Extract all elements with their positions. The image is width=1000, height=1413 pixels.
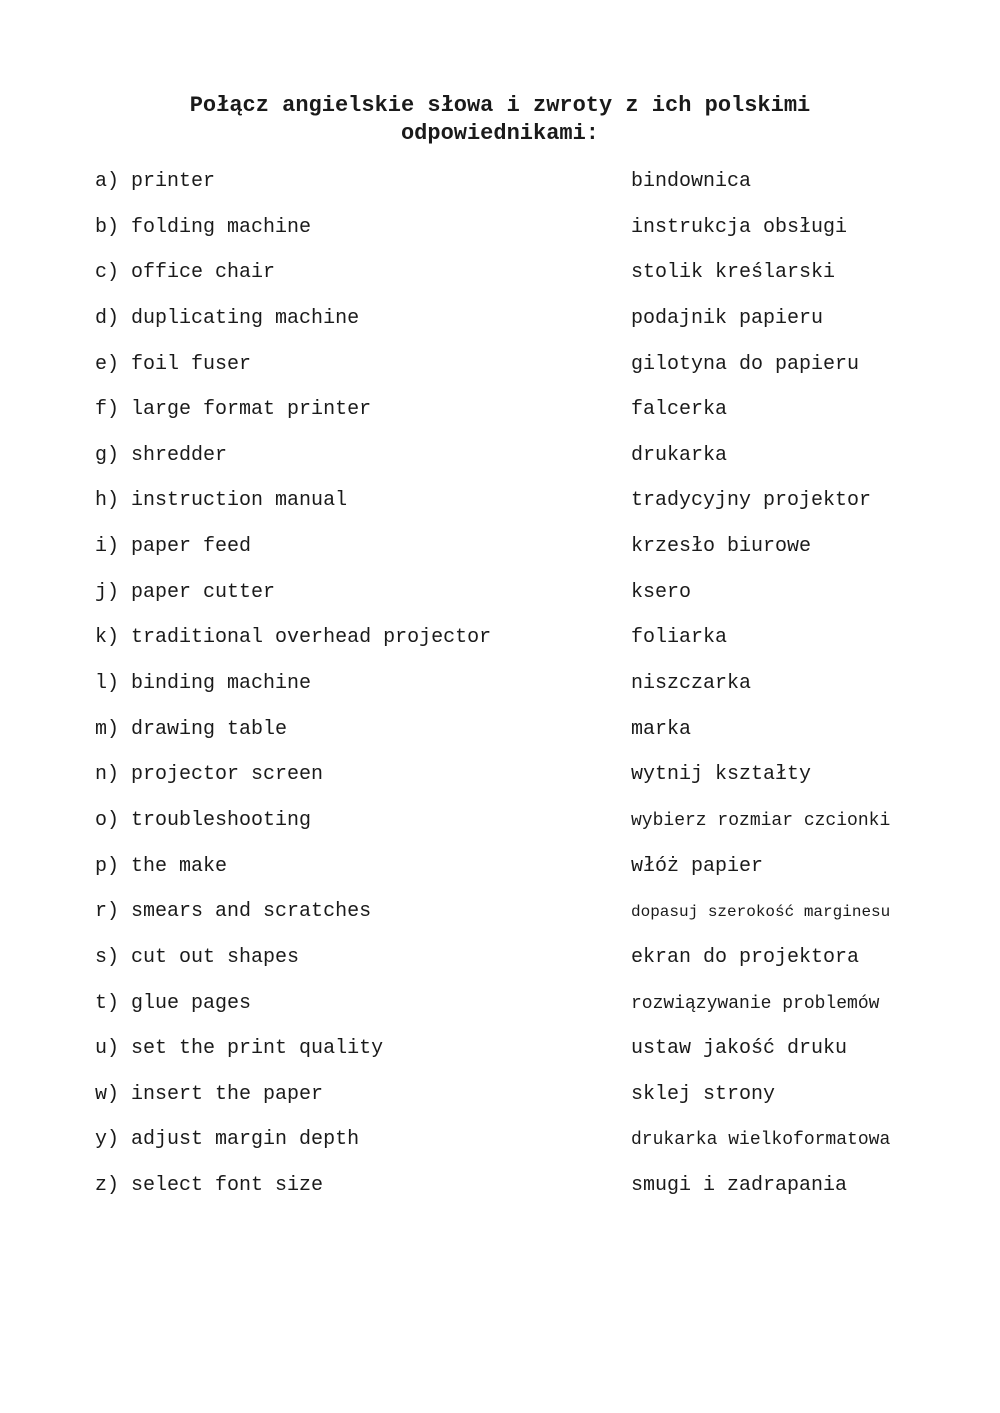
list-item xyxy=(95,533,955,579)
polish-term: wytnij kształty xyxy=(631,763,812,787)
english-word: large format printer xyxy=(131,398,372,422)
list-item xyxy=(95,944,955,990)
english-term xyxy=(95,1035,383,1063)
item-letter: o) xyxy=(95,808,120,832)
english-word: troubleshooting xyxy=(131,808,312,832)
english-word: adjust margin depth xyxy=(131,1128,360,1152)
english-term xyxy=(95,214,311,242)
item-letter: t) xyxy=(95,991,120,1015)
polish-term: bindownica xyxy=(631,170,752,193)
list-item xyxy=(95,168,955,214)
english-term xyxy=(95,898,371,926)
polish-term: sklej strony xyxy=(631,1082,776,1106)
english-term xyxy=(95,487,347,515)
polish-term: instrukcja obsługi xyxy=(631,215,848,239)
list-item xyxy=(95,579,955,625)
polish-term: rozwiązywanie problemów xyxy=(631,993,880,1014)
item-letter: u) xyxy=(95,1037,120,1061)
page-title: Połącz angielskie słowa i zwroty z ich polskimi odpowiednikami: xyxy=(189,93,811,146)
english-word: paper cutter xyxy=(131,580,276,604)
english-word: duplicating machine xyxy=(131,306,360,330)
polish-term: krzesło biurowe xyxy=(631,535,812,559)
polish-term: drukarka wielkoformatowa xyxy=(631,1130,891,1151)
list-item xyxy=(95,305,955,351)
polish-term: drukarka xyxy=(631,443,728,467)
english-word: traditional overhead projector xyxy=(131,626,492,650)
item-letter: k) xyxy=(95,626,120,650)
item-letter: r) xyxy=(95,900,120,924)
english-term xyxy=(95,853,227,881)
list-item xyxy=(95,1172,955,1218)
english-term xyxy=(95,305,359,333)
polish-term: stolik kreślarski xyxy=(631,261,836,285)
polish-term: marka xyxy=(631,717,692,741)
english-word: printer xyxy=(131,170,216,193)
polish-term: ksero xyxy=(631,580,692,604)
english-term xyxy=(95,624,491,652)
item-letter: c) xyxy=(95,261,120,285)
english-term xyxy=(95,1126,359,1154)
polish-term: smugi i zadrapania xyxy=(631,1174,848,1198)
list-item xyxy=(95,1035,955,1081)
polish-term: ekran do projektora xyxy=(631,945,860,969)
english-word: set the print quality xyxy=(131,1037,384,1061)
english-term xyxy=(95,351,251,379)
item-letter: y) xyxy=(95,1128,120,1152)
item-letter: g) xyxy=(95,443,120,467)
list-item xyxy=(95,670,955,716)
english-word: office chair xyxy=(131,261,276,285)
english-term xyxy=(95,716,287,744)
english-word: glue pages xyxy=(131,991,252,1015)
polish-term: podajnik papieru xyxy=(631,306,824,330)
english-term xyxy=(95,533,251,561)
english-word: foil fuser xyxy=(131,352,252,376)
list-item xyxy=(95,990,955,1036)
english-term xyxy=(95,944,299,972)
polish-term: foliarka xyxy=(631,626,728,650)
polish-term: ustaw jakość druku xyxy=(631,1037,848,1061)
list-item xyxy=(95,624,955,670)
polish-term: gilotyna do papieru xyxy=(631,352,860,376)
english-term xyxy=(95,259,275,287)
english-word: binding machine xyxy=(131,672,312,696)
item-letter: m) xyxy=(95,717,120,741)
english-word: paper feed xyxy=(131,535,252,559)
item-letter: l) xyxy=(95,672,120,696)
list-item xyxy=(95,807,955,853)
english-term xyxy=(95,442,227,470)
matching-list xyxy=(95,168,955,1218)
english-term xyxy=(95,579,275,607)
english-word: drawing table xyxy=(131,717,288,741)
list-item xyxy=(95,487,955,533)
item-letter: i) xyxy=(95,535,120,559)
item-letter: e) xyxy=(95,352,120,376)
list-item xyxy=(95,259,955,305)
english-word: insert the paper xyxy=(131,1082,324,1106)
english-word: projector screen xyxy=(131,763,324,787)
english-term xyxy=(95,1172,323,1200)
english-term xyxy=(95,807,311,835)
item-letter: a) xyxy=(95,170,120,193)
list-item xyxy=(95,761,955,807)
item-letter: j) xyxy=(95,580,120,604)
list-item xyxy=(95,442,955,488)
list-item xyxy=(95,898,955,944)
english-word: smears and scratches xyxy=(131,900,372,924)
english-term xyxy=(95,396,371,424)
english-word: the make xyxy=(131,854,228,878)
item-letter: d) xyxy=(95,306,120,330)
english-word: folding machine xyxy=(131,215,312,239)
item-letter: n) xyxy=(95,763,120,787)
item-letter: h) xyxy=(95,489,120,513)
english-word: select font size xyxy=(131,1174,324,1198)
english-word: instruction manual xyxy=(131,489,348,513)
english-term xyxy=(95,1081,323,1109)
list-item xyxy=(95,351,955,397)
item-letter: b) xyxy=(95,215,120,239)
item-letter: s) xyxy=(95,945,120,969)
english-term xyxy=(95,670,311,698)
english-term xyxy=(95,761,323,789)
polish-term: wybierz rozmiar czcionki xyxy=(631,810,891,831)
item-letter: z) xyxy=(95,1174,120,1198)
polish-term: tradycyjny projektor xyxy=(631,489,872,513)
english-term xyxy=(95,990,251,1018)
item-letter: f) xyxy=(95,398,120,422)
polish-term: niszczarka xyxy=(631,672,752,696)
polish-term: włóż papier xyxy=(631,854,764,878)
polish-term: dopasuj szerokość marginesu xyxy=(631,903,891,922)
english-word: cut out shapes xyxy=(131,945,300,969)
list-item xyxy=(95,214,955,260)
list-item xyxy=(95,1126,955,1172)
list-item xyxy=(95,853,955,899)
list-item xyxy=(95,1081,955,1127)
item-letter: p) xyxy=(95,854,120,878)
list-item xyxy=(95,396,955,442)
english-word: shredder xyxy=(131,443,228,467)
item-letter: w) xyxy=(95,1082,120,1106)
polish-term: falcerka xyxy=(631,398,728,422)
list-item xyxy=(95,716,955,762)
english-term xyxy=(95,168,215,196)
